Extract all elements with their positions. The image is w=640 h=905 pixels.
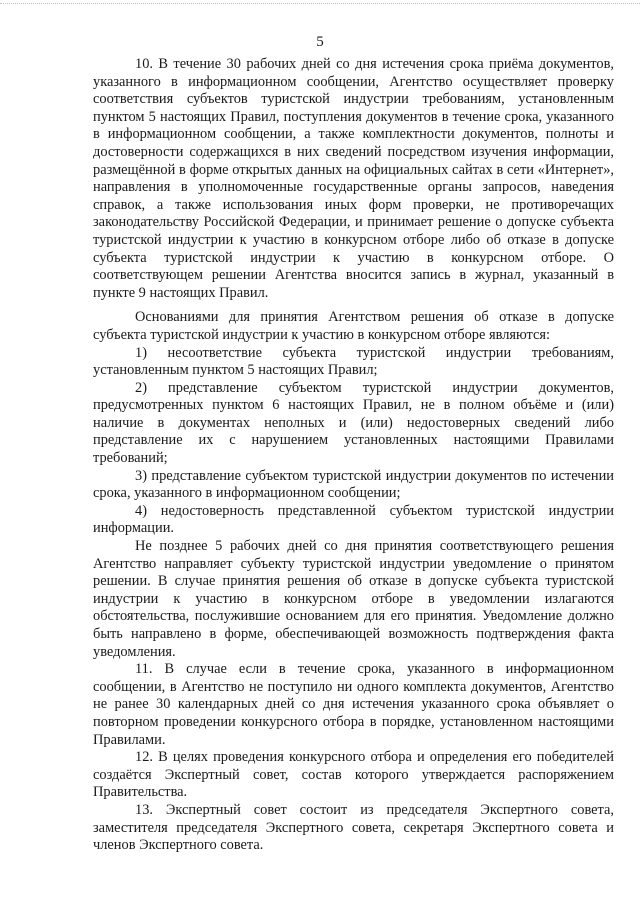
list-item-4: 4) недостоверность представленной субъектом туристской индустрии информации. bbox=[93, 502, 614, 537]
scan-top-border bbox=[0, 3, 640, 4]
paragraph-13: 13. Экспертный совет состоит из председателя Экспертного совета, заместителя председателя Экспертного совета, секретаря Экспертного совета и членов Экспертного совета. bbox=[93, 801, 614, 854]
paragraph-11: 11. В случае если в течение срока, указанного в информационном сообщении, в Агентство не поступило ни одного комплекта документов, Агентство не ранее 30 календарных дней со дня истечения указанного срока объявляет о повторном проведении конкурсного отбора в порядке, установленном настоящими Правилами. bbox=[93, 661, 614, 748]
paragraph-notification: Не позднее 5 рабочих дней со дня принятия соответствующего решения Агентство направляет субъекту туристской индустрии уведомление о принятом решении. В случае принятия решения об отказе в допуске субъекта туристской индустрии к участию в конкурсном отборе в уведомлении излагаются обстоятельства, послужившие основанием для его принятия. Уведомление должно быть направлено в форме, обеспечивающей возможность подтверждения факта уведомления. bbox=[93, 538, 614, 660]
paragraph-refusal-grounds: Основаниями для принятия Агентством решения об отказе в допуске субъекта туристской индустрии к участию в конкурсном отборе являются: bbox=[93, 309, 614, 343]
list-item-1: 1) несоответствие субъекта туристской индустрии требованиям, установленным пунктом 5 настоящих Правил; bbox=[93, 344, 614, 379]
paragraph-10: 10. В течение 30 рабочих дней со дня истечения срока приёма документов, указанного в информационном сообщении, Агентство осуществляет проверку соответствия субъектов туристской индустрии требованиям, установленным пунктом 5 настоящих Правил, поступления документов в течение срока, указанного в информационном сообщении, а также комплектности документов, полноты и достоверности содержащихся в них сведений посредством изучения информации, размещённой в форме открытых данных на официальных сайтах в сети «Интернет», направления в уполномоченные государственные органы запросов, наведения справок, а также использования иных форм проверки, не противоречащих законодательству Российской Федерации, и принимает решение о допуске субъекта туристской индустрии к участию в конкурсном отборе либо об отказе в допуске субъекта туристской индустрии к участию в конкурсном отборе. О соответствующем решении Агентства вносится запись в журнал, указанный в пункте 9 настоящих Правил. bbox=[93, 56, 614, 301]
list-item-3: 3) представление субъектом туристской индустрии документов по истечении срока, указанного в информационном сообщении; bbox=[93, 467, 614, 502]
page-number: 5 bbox=[316, 34, 324, 50]
document-body bbox=[93, 56, 614, 855]
paragraph-12: 12. В целях проведения конкурсного отбора и определения его победителей создаётся Экспертный совет, состав которого утверждается распоряжением Правительства. bbox=[93, 749, 614, 801]
list-item-2: 2) представление субъектом туристской индустрии документов, предусмотренных пунктом 6 настоящих Правил, не в полном объёме и (или) наличие в документах неполных и (или) недостоверных сведений либо представление их с нарушением установленных настоящими Правилами требований; bbox=[93, 379, 614, 467]
